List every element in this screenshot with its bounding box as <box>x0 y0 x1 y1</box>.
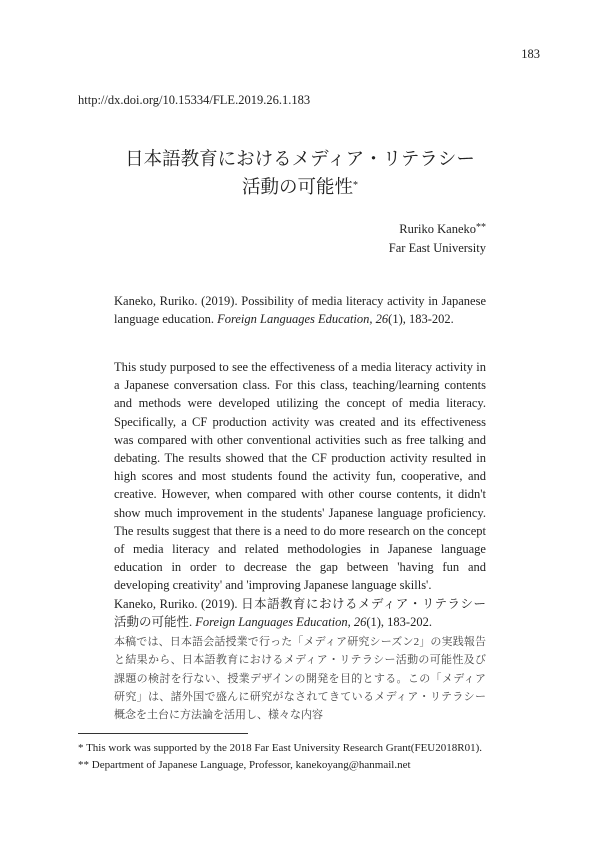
journal-name: Foreign Languages Education, <box>195 615 351 630</box>
author-name: Ruriko Kaneko** <box>399 222 486 236</box>
author-block <box>300 220 486 258</box>
journal-name: Foreign Languages Education, <box>217 312 373 327</box>
author-footnote-mark: ** <box>476 222 486 233</box>
paper-title <box>0 146 600 202</box>
title-line-2: 活動の可能性* <box>241 178 358 198</box>
page-number: 183 <box>521 47 540 61</box>
journal-volume: 26 <box>375 312 389 327</box>
footnote-divider <box>78 733 248 734</box>
citation-english: Kaneko, Ruriko. (2019). Possibility of media literacy activity in Japanese language education. Foreign Languages Education, 26(1), 183-202. <box>114 294 486 327</box>
abstract-english: This study purposed to see the effectiveness of a media literacy activity in a Japanese conversation class. For this class, teaching/learning contents and methods were developed utilizing the concept of media literacy. Specifically, a CF production activity was created and its effectiveness was compared with other conventional activities such as free talking and debating. The results showed that the CF production activity resulted in high scores and most students found the activity fun, cooperative, and creative. However, when compared with other course contents, it didn't show much improvement in the students' Japanese language proficiency. The results suggest that there is a need to do more research on the concept of media literacy and related methodologies in Japanese language education in order to decrease the gap between 'having fun and developing creativity' and 'improving Japanese language skills'. <box>114 360 486 593</box>
footnotes <box>78 740 548 773</box>
journal-volume: 26 <box>353 615 367 630</box>
author-affiliation: Far East University <box>388 241 486 255</box>
doi-link[interactable]: http://dx.doi.org/10.15334/FLE.2019.26.1.183 <box>78 93 311 107</box>
title-line-1: 日本語教育におけるメディア・リテラシー <box>125 150 475 170</box>
abstract-japanese: 本稿では、日本語会話授業で行った「メディア研究シーズン2」の実践報告と結果から、日本語教育におけるメディア・リテラシー活動の可能性及び課題の検討を行ない、授業デザインの開発を目的とする。この「メディア研究」は、諸外国で盛んに研究がなされてきているメディア・リテラシー概念を土台に方法論を活用し、様々な内容 <box>114 636 486 722</box>
title-footnote-mark: * <box>353 180 358 191</box>
footnote-funding: * This work was supported by the 2018 Far East University Research Grant(FEU2018R01). <box>78 742 482 754</box>
footnote-author: ** Department of Japanese Language, Professor, kanekoyang@hanmail.net <box>78 758 411 771</box>
citation-japanese: Kaneko, Ruriko. (2019). 日本語教育におけるメディア・リテラシー活動の可能性. Foreign Languages Education, 26(1), 183-202. <box>114 597 486 630</box>
